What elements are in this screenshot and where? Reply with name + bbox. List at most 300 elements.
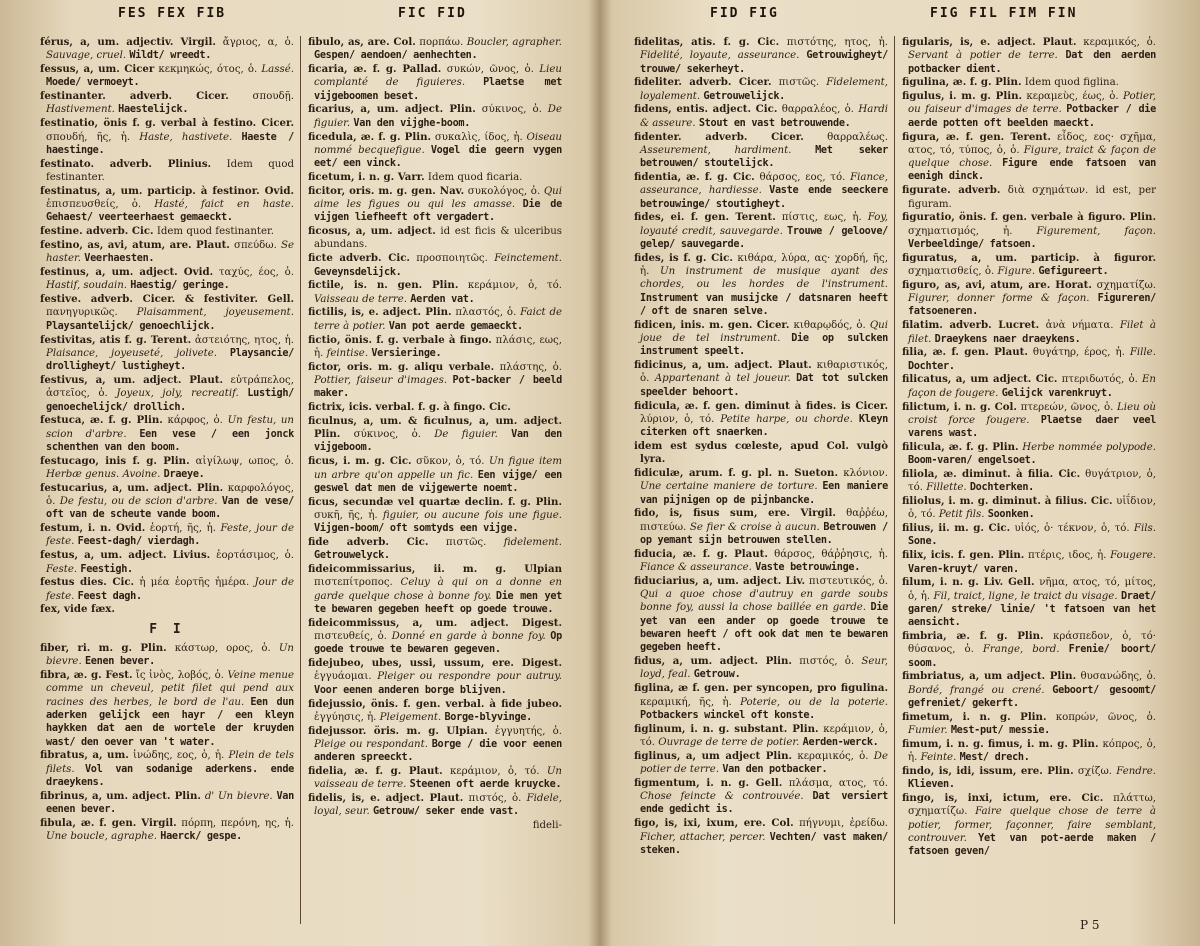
headword: filicatus, a, um adject. Cic. [902,373,1058,386]
dutch-gloss: Plaetse met vijgeboomen beset. [314,77,562,102]
french-gloss: Qui joue de tel instrument. [640,319,888,345]
headword: figlina, æ f. gen. per syncopen, pro figulina. [634,682,888,695]
greek-gloss: κεραμικός, ὁ. [797,750,869,762]
headword: festucago, inis f. g. Plin. [40,454,190,467]
dictionary-entry [902,711,1156,738]
greek-gloss: ἐγγυητής, ὁ. [494,725,562,737]
french-gloss: Jour de feste. [46,577,294,602]
greek-gloss: ἑορτή, ῆς, ἡ. [149,523,216,535]
dutch-gloss: Van den vijgeboom. [314,429,562,454]
dutch-gloss: Getrouwelijck. [703,90,786,102]
dutch-gloss: Gefigureert. [1038,266,1109,278]
french-gloss: Pleiger ou respondre pour autruy. [377,671,562,683]
dictionary-entry [634,252,888,318]
dutch-gloss: Een vijge/ een geswel dat men de vijgewerte noemt. [314,469,562,494]
greek-gloss: ἑορτάσιμος, ὁ. [216,550,294,562]
headword: filatim. adverb. Lucret. [902,319,1040,332]
french-gloss: Feste, jour de feste. [46,523,294,548]
french-gloss: Feste. [46,563,78,575]
headword: fimbria, æ. f. g. Plin. [902,630,1044,643]
dictionary-entry [634,171,888,211]
greek-gloss: προσποιητῶς. [416,253,488,265]
dictionary-entry [902,184,1156,211]
french-gloss: Fougere. [1110,550,1156,562]
french-gloss: Filet à filet. [908,320,1156,345]
greek-gloss: διὰ σχημάτων. id est, per figuram. [908,185,1156,210]
greek-gloss: κλόνιον. [843,468,888,479]
greek-gloss: κεράμιον, ὁ, τό. [449,766,540,778]
headword: festinus, a, um. adject. Ovid. [40,266,214,279]
greek-gloss: πτεριδωτός, ὁ. [1061,374,1138,386]
greek-gloss: σπεύδω. [234,239,277,251]
headword: festus dies. Cic. [40,576,135,589]
dictionary-entry [308,725,562,765]
french-gloss: Figurer, donner forme & façon. [908,293,1090,305]
dutch-gloss: Boom-varen/ engelsoet. [908,455,1037,467]
dutch-gloss: Die op sulcken instrument speelt. [640,333,888,358]
greek-gloss: θαῤῥέω, πιστεύω. [640,508,888,533]
dutch-gloss: Dochter. [908,360,955,372]
dutch-gloss: Met seker betrouwen/ stoutelijck. [640,144,888,170]
french-gloss: Hardi & asseure. [640,104,888,129]
french-gloss: Figure, traict & façon de quelque chose. [908,144,1156,170]
french-gloss: Fille. [1129,347,1156,359]
greek-gloss: ἴς ἰνὸς, λοβός, ὁ. [135,670,225,682]
dutch-gloss: Een dun aderken gelijck een hayr / een kleyn haykken dat aen de wortele der kruyden wast/ den oever van 't water. [46,696,294,748]
greek-gloss: σχηματισμός, ἡ. [908,225,1013,237]
dictionary-entry [308,185,562,225]
dictionary-entry [40,117,294,157]
headword: fimetum, i. n. g. Plin. [902,710,1047,723]
headword: fibula, æ. f. gen. Virgil. [40,816,177,829]
dutch-gloss: Van pot aerde gemaeckt. [388,320,523,332]
dutch-gloss: Betrouwen / op yemant sijn betrouwen stellen. [640,521,888,546]
french-gloss: Ficher, attacher, percer. [640,831,766,843]
headword: filix, icis. f. gen. Plin. [902,549,1025,562]
dictionary-entry [308,563,562,616]
greek-gloss: πόρπη, περόνη, ης, ἡ. [181,817,294,829]
greek-gloss: κεράμιον, ὁ, τό. [640,723,888,748]
dictionary-entry [634,76,888,103]
greek-gloss: σπουδή, ῆς, ἡ. [46,131,131,143]
greek-gloss: κιθάρα, λύρα, ας· χορδή, ῆς, ἡ. [640,252,888,278]
left-page-column-2 [308,36,562,926]
headword: filicula, æ. f. g. Plin. [902,440,1019,453]
dutch-gloss: Feest-dagh/ vierdagh. [77,536,201,548]
greek-gloss: κοπρών, ῶνος, ὁ. [1055,711,1156,723]
greek-gloss: ἰνώδης, εος, ὁ, ἡ. [132,750,225,762]
dictionary-entry [634,575,888,655]
greek-gloss: πίστις, εως, ἡ. [781,212,862,224]
french-gloss: Pleige ou respondant. [314,738,428,750]
dictionary-entry [40,455,294,482]
dutch-gloss: Vogel die geern vygen eet/ een vinck. [314,144,562,170]
headword: fiduciarius, a, um. adject. Liv. [634,574,806,587]
dictionary-entry [308,225,562,252]
french-gloss: Celuy à qui on a donne en garde quelque chose à bonne foy. [314,577,562,602]
dictionary-entry [902,211,1156,251]
right-page [600,0,1200,946]
french-gloss: Hasté, faict en haste. [154,199,294,211]
greek-gloss: πορπάω. [419,37,464,48]
greek-gloss: θάρσος, θάῤῥησις, ἡ. [774,548,888,560]
dutch-gloss: Draeykens naer draeykens. [934,333,1081,345]
dictionary-entry [634,777,888,817]
headword: fimum, i. n. g. fimus, i. m. g. Plin. [902,737,1099,750]
dutch-gloss: Figure ende fatsoen van eenigh dinck. [908,158,1156,183]
greek-gloss: ἄγριος, α, ὁ. [222,37,294,48]
french-gloss: Foy, loyauté credit, sauvegarde. [640,212,888,237]
dutch-gloss: Haestelijck. [118,104,189,116]
french-gloss: De figuier. [434,429,498,441]
dutch-gloss: Haeste / haestinge. [46,131,294,156]
dutch-gloss: Een vese / een jonck schenthen van den boom. [46,428,294,453]
dictionary-entry [902,738,1156,765]
dutch-gloss: Potbacker / die aerde potten oft beelden maeckt. [908,104,1156,129]
dictionary-entry [308,361,562,401]
headword: figulus, i. m. g. Plin. [902,90,1023,103]
headword: figuro, as, avi, atum, are. Horat. [902,278,1092,291]
greek-gloss: κράσπεδον, ὁ, τό· θύσανος, ὁ. [908,631,1156,656]
signature-mark: P 5 [1080,918,1100,932]
french-gloss: Poterie, ou de la poterie. [740,696,888,708]
headword: fictilis, is, e. adject. Plin. [308,306,452,319]
dutch-gloss: Varen-kruyt/ varen. [908,563,1019,575]
dutch-gloss: Borge / die voor eenen anderen spreeckt. [314,738,562,764]
greek-gloss: σύκινος, ὁ. [353,429,422,441]
headword: figura, æ. f. gen. Terent. [902,130,1051,143]
greek-gloss: σχηματίζω. [1096,279,1156,291]
dutch-gloss: Dochterken. [969,482,1035,494]
dictionary-entry [308,131,562,171]
french-gloss: Boucler, agrapher. [466,37,562,48]
greek-gloss: Idem quod festinanter. [156,226,274,238]
dictionary-entry [902,495,1156,522]
headword: férus, a, um. adjectiv. Virgil. [40,36,216,48]
headword: fidus, a, um. adject. Plin. [634,655,792,668]
dutch-gloss: Vaste betrouwinge. [755,562,861,574]
dictionary-entry [634,507,888,547]
dictionary-entry [40,669,294,749]
dutch-gloss: Dat tot sulcken speelder behoort. [640,373,888,398]
greek-gloss: πήγνυμι, ἐρείδω. [799,818,888,830]
dictionary-entry [40,239,294,266]
dictionary-entry [634,723,888,750]
headword: figo, is, ixi, ixum, ere. Col. [634,817,794,830]
greek-gloss: κεραμικός, ὁ. [1083,37,1156,48]
headword: figularis, is, e. adject. Plaut. [902,36,1077,48]
greek-gloss: σπουδῇ. [252,91,294,103]
greek-gloss: πλαστός, ὁ. [455,307,517,319]
french-gloss: Servant à potier de terre. [908,50,1058,62]
dutch-gloss: Aerden vat. [410,293,475,305]
headword: fides, is f. g. Cic. [634,251,733,264]
french-gloss: Fumier. [908,725,948,737]
french-gloss: Potier, ou faiseur d'images de terre. [908,91,1156,116]
greek-gloss: id est ficis & ulceribus abundans. [314,226,562,251]
french-gloss: Fiance & asseurance. [640,562,752,574]
dictionary-entry [634,548,888,575]
headword: festinato. adverb. Plinius. [40,157,212,170]
dictionary-entry [308,415,562,455]
dutch-gloss: Vechten/ vast maken/ steken. [640,831,888,856]
headword: figurate. adverb. [902,184,1001,197]
headword: festinatus, a, um. particip. à festinor. Ovid. [40,184,294,197]
dutch-gloss: Getrouw/ seker ende vast. [373,806,519,818]
greek-gloss: θυσανώδης, ὁ. [1080,671,1156,683]
dutch-gloss: Vol van sodanige aderkens. ende draeykens. [46,763,294,789]
dictionary-entry [308,252,562,279]
french-gloss: Petit fils. [938,509,985,521]
greek-gloss: κεραμεὺς, έως, ὁ. [1026,91,1119,103]
headword: festivitas, atis f. g. Terent. [40,333,192,346]
headword: filiola, æ. diminut. à filia. Cic. [902,468,1081,480]
dictionary-entry [40,158,294,185]
dictionary-entry [902,576,1156,629]
headword: ficulnus, a, um. & ficulnus, a, um. adject. Plin. [308,414,562,441]
headword: festucarius, a, um. adject. Plin. [40,481,224,494]
greek-gloss: κεκμηκώς, ότος, ὁ. [158,64,258,76]
dutch-gloss: Kleyn citerken oft snaerken. [640,413,888,439]
french-gloss: Un figue item un arbre qu'on appelle un fic. [314,456,562,481]
running-header-left: FID FIG [710,6,779,21]
greek-gloss: θαρραλέως. [827,131,888,143]
headword: festus, a, um. adject. Livius. [40,549,211,562]
french-gloss: Qui aime les figues ou qui les amasse. [314,185,562,211]
greek-gloss: πιστῶς. [778,77,820,89]
dutch-gloss: Van de vese/ oft van de scheute vande boom. [46,496,294,521]
greek-gloss: κιθαριστικός, ὁ. [640,360,888,385]
dutch-gloss: Steenen oft aerde kruycke. [409,779,562,791]
dictionary-entry [308,792,562,819]
headword: fidicen, inis. m. gen. Cicer. [634,318,790,331]
french-gloss: Fil, traict, ligne, le traict du visage. [933,590,1118,602]
greek-gloss: κεράμιον, ὁ, τό. [467,280,562,292]
dutch-gloss: Plaetse daer veel varens wast. [908,414,1156,440]
headword: fideicommissus, a, um. adject. Digest. [308,616,562,629]
dictionary-entry [902,522,1156,549]
greek-gloss: θαρραλέος, ὁ. [781,104,855,116]
greek-gloss: νῆμα, ατος, τό, μίτος, ὁ, ἡ. [908,577,1156,602]
french-gloss: Veine menue comme un cheveul, petit filet qui pend aux racines des herbes, le bord de l'au. [46,670,294,708]
french-gloss: Fiance, asseurance, hardiesse. [640,171,888,197]
dictionary-entry [308,536,562,563]
headword: fideicommissarius, ii. m. g. Ulpian [308,563,562,576]
headword: fidens, entis. adject. Cic. [634,103,778,116]
french-gloss: Chose feincte & controuvée. [640,791,804,803]
dutch-gloss: Getrouwigheyt/ trouwe/ sekerheyt. [640,50,888,75]
greek-gloss: πιστευτικός, ὁ. [808,575,888,587]
dictionary-entry [902,630,1156,670]
french-gloss: Faire quelque chose de terre à potier, former, façonner, faire semblant, controuver. [908,806,1156,845]
french-gloss: Un vaisseau de terre. [314,766,562,791]
french-gloss: feintise. [326,347,369,359]
headword: fimbriatus, a, um adject. Plin. [902,670,1077,683]
french-gloss: Bordé, frangé ou crené. [908,684,1045,696]
dutch-gloss: Haestig/ geringe. [130,280,230,292]
french-gloss: Hastivement. [46,104,115,116]
dictionary-entry [40,414,294,454]
dictionary-entry [634,750,888,777]
french-gloss: De potier de terre. [640,750,888,776]
dictionary-entry [40,185,294,225]
dictionary-entry [634,400,888,440]
french-gloss: Fendre. [1116,766,1156,778]
french-gloss: Fils. [1133,523,1156,535]
headword: festive. adverb. Cicer. & festiviter. Gell. [40,293,294,306]
dictionary-entry [902,76,1156,89]
dutch-gloss: Feest dagh. [77,590,142,602]
headword: fidejubeo, ubes, ussi, ussum, ere. Digest. [308,657,562,670]
headword: fidelis, is, e. adject. Plaut. [308,792,464,805]
dutch-gloss: Eenen bever. [84,656,155,668]
greek-gloss: εὐτράπελος, ἀστεῖος, ὁ. [46,374,294,400]
headword: filius, ii. m. g. Cic. [902,522,1011,535]
dutch-gloss: Die de vijgen liefheeft oft vergadert. [314,199,562,224]
headword: fidelia, æ. f. g. Plaut. [308,765,443,778]
headword: fibra, æ. g. Fest. [40,669,133,682]
french-gloss: Joyeux, joly, recreatif. [116,388,239,400]
greek-gloss: πιστός, ὁ. [468,793,522,805]
headword: fibrinus, a, um. adject. Plin. [40,789,201,802]
greek-gloss: ἐγγυάομαι. [314,671,372,683]
headword: fideliter. adverb. Cicer. [634,76,772,89]
greek-gloss: συκαλὶς, ίδος, ἡ. [434,131,523,143]
dictionary-entry [308,765,562,792]
dutch-gloss: Yet van pot-aerde maken / fatsoen geven/ [908,833,1156,858]
greek-gloss: συκῆ, ῆς, ἡ. [314,509,378,521]
greek-gloss: ἐγγύησις, ἡ. [314,711,377,723]
dutch-gloss: Vaste ende seeckere betrouwinge/ stoutigheyt. [640,185,888,210]
greek-gloss: πτέρις, ιδος, ἡ. [1028,550,1107,562]
dutch-gloss: Getrouw. [693,669,741,681]
french-gloss: Ouvrage de terre de potier. [658,736,800,748]
french-gloss: Herbæ genus. Avoine. [46,469,161,480]
headword: ficus, i. m. g. Cic. [308,455,412,468]
greek-gloss: πιστός, ὁ. [799,656,855,668]
dictionary-entry [308,617,562,657]
dictionary-entry [634,211,888,251]
french-gloss: Seur, loyd, feal. [640,656,888,681]
french-gloss: Hastif, soudain. [46,280,127,292]
headword: festuca, æ. f. g. Plin. [40,414,163,427]
greek-gloss: κιθαρῳδός, ὁ. [793,319,866,331]
greek-gloss: πιστευθείς, ὁ. [314,631,388,643]
dictionary-entry [308,455,562,495]
dutch-gloss: Lustigh/ genoechelijck/ drollich. [46,388,294,413]
headword: fingo, is, inxi, ictum, ere. Cic. [902,792,1104,805]
dutch-gloss: Een maniere van pijnigen op de pijnbancke. [640,481,888,506]
french-gloss: Pottier, faiseur d'images. [314,374,448,386]
dictionary-entry [308,279,562,306]
french-gloss: Faict de terre à potier. [314,307,562,332]
headword: figuratio, önis. f. gen. verbale à figuro. Plin. [902,211,1156,224]
dictionary-entry [902,468,1156,495]
dictionary-entry [40,334,294,374]
dutch-gloss: Aerden-werck. [802,736,879,748]
dictionary-entry [308,103,562,130]
right-page-column-1 [634,36,888,926]
dutch-gloss: Getrouwelyck. [314,550,390,562]
greek-gloss: πλάσις, εως, ἡ. [314,334,562,359]
headword: fex, vide fæx. [40,603,115,616]
french-gloss: Un bievre. [46,643,294,668]
dutch-gloss: Van eenen bever. [46,790,294,816]
dictionary-entry [40,482,294,522]
headword: figlinum, i. n. g. substant. Plin. [634,722,819,735]
greek-gloss: θυγάτριον, ὁ, τό. [908,469,1156,494]
greek-gloss: θάρσος, εος, τό. [759,171,846,183]
dictionary-entry [902,792,1156,858]
headword: filia, æ. f. gen. Plaut. [902,346,1028,359]
headword: fido, is, fisus sum, ere. Virgil. [634,507,836,520]
dictionary-entry [40,63,294,90]
dictionary-entry [634,655,888,682]
french-gloss: Figurement, façon. [1036,225,1156,237]
dutch-gloss: Gespen/ aendoen/ aenhechten. [314,50,478,62]
french-gloss: Appartenant à tel joueur. [654,373,791,385]
greek-gloss: σχηματισθείς, ὁ. [908,266,995,278]
dictionary-entry [308,334,562,361]
dictionary-entry [902,90,1156,130]
dutch-gloss: Op goede trouwe te bewaren gegeven. [314,631,562,656]
dictionary-entry [40,817,294,844]
headword: figulina, æ. f. g. Plin. [902,76,1022,89]
french-gloss: d' Un bievre. [204,790,273,802]
french-gloss: Plaisamment, joyeusement. [136,307,294,319]
greek-gloss: θυγάτηρ, έρος, ἡ. [1032,347,1125,359]
dutch-gloss: Sone. [908,536,938,548]
dictionary-entry [634,817,888,857]
dutch-gloss: Draeye. [163,469,205,480]
headword: fidejussor. öris. m. g. Ulpian. [308,724,488,737]
dutch-gloss: Veerhaesten. [84,253,155,265]
greek-gloss: πλάσμα, ατος, τό. [788,777,888,789]
headword: fides, ei. f. gen. Terent. [634,211,776,224]
greek-gloss: κεραμική, ῆς, ἡ. [640,696,732,708]
french-gloss: Oiseau nommé becquefigue. [314,131,562,156]
greek-gloss: συκών, ῶνος, ὁ. [446,64,534,76]
greek-gloss: πανηγυρικῶς. [46,307,118,319]
french-gloss: Lieu complanté de figuieres. [314,64,562,89]
left-page-column-1 [40,36,294,926]
french-gloss: Haste, hastivete. [139,131,233,143]
dutch-gloss: Playsancie/ drolligheyt/ lustigheyt. [46,347,294,373]
running-header-left: FES FEX FIB [118,6,227,21]
headword: ficaria, æ. f. g. Pallad. [308,63,442,76]
column-rule [300,36,301,924]
headword: fiber, ri. m. g. Plin. [40,642,167,655]
dutch-gloss: Frenie/ boort/ soom. [908,644,1156,669]
dutch-gloss: Van den potbacker. [722,764,828,776]
dictionary-entry [40,576,294,603]
dutch-gloss: Trouwe / geloove/ gelep/ sauvegarde. [640,225,888,250]
dutch-gloss: Feestigh. [80,563,133,575]
dutch-gloss: Borge-blyvinge. [444,711,532,723]
dictionary-entry [308,36,562,63]
french-gloss: Se haster. [46,239,294,265]
greek-gloss: συκολόγος, ὁ. [467,185,541,197]
dictionary-entry [634,36,888,76]
french-gloss: Fidelité, loyaute, asseurance. [640,50,800,62]
dutch-gloss: Soonken. [987,509,1035,521]
headword: fidenter. adverb. Cicer. [634,130,804,143]
greek-gloss: αἰγίλωψ, ωπος, ὁ. [195,455,294,467]
french-gloss: Figure. [997,266,1036,278]
french-gloss: Herbe nommée polypode. [1022,441,1156,453]
dutch-gloss: Geboort/ gesoomt/ gefreniet/ gekerft. [908,684,1156,710]
dutch-gloss: Dat versiert ende gedicht is. [640,791,888,816]
